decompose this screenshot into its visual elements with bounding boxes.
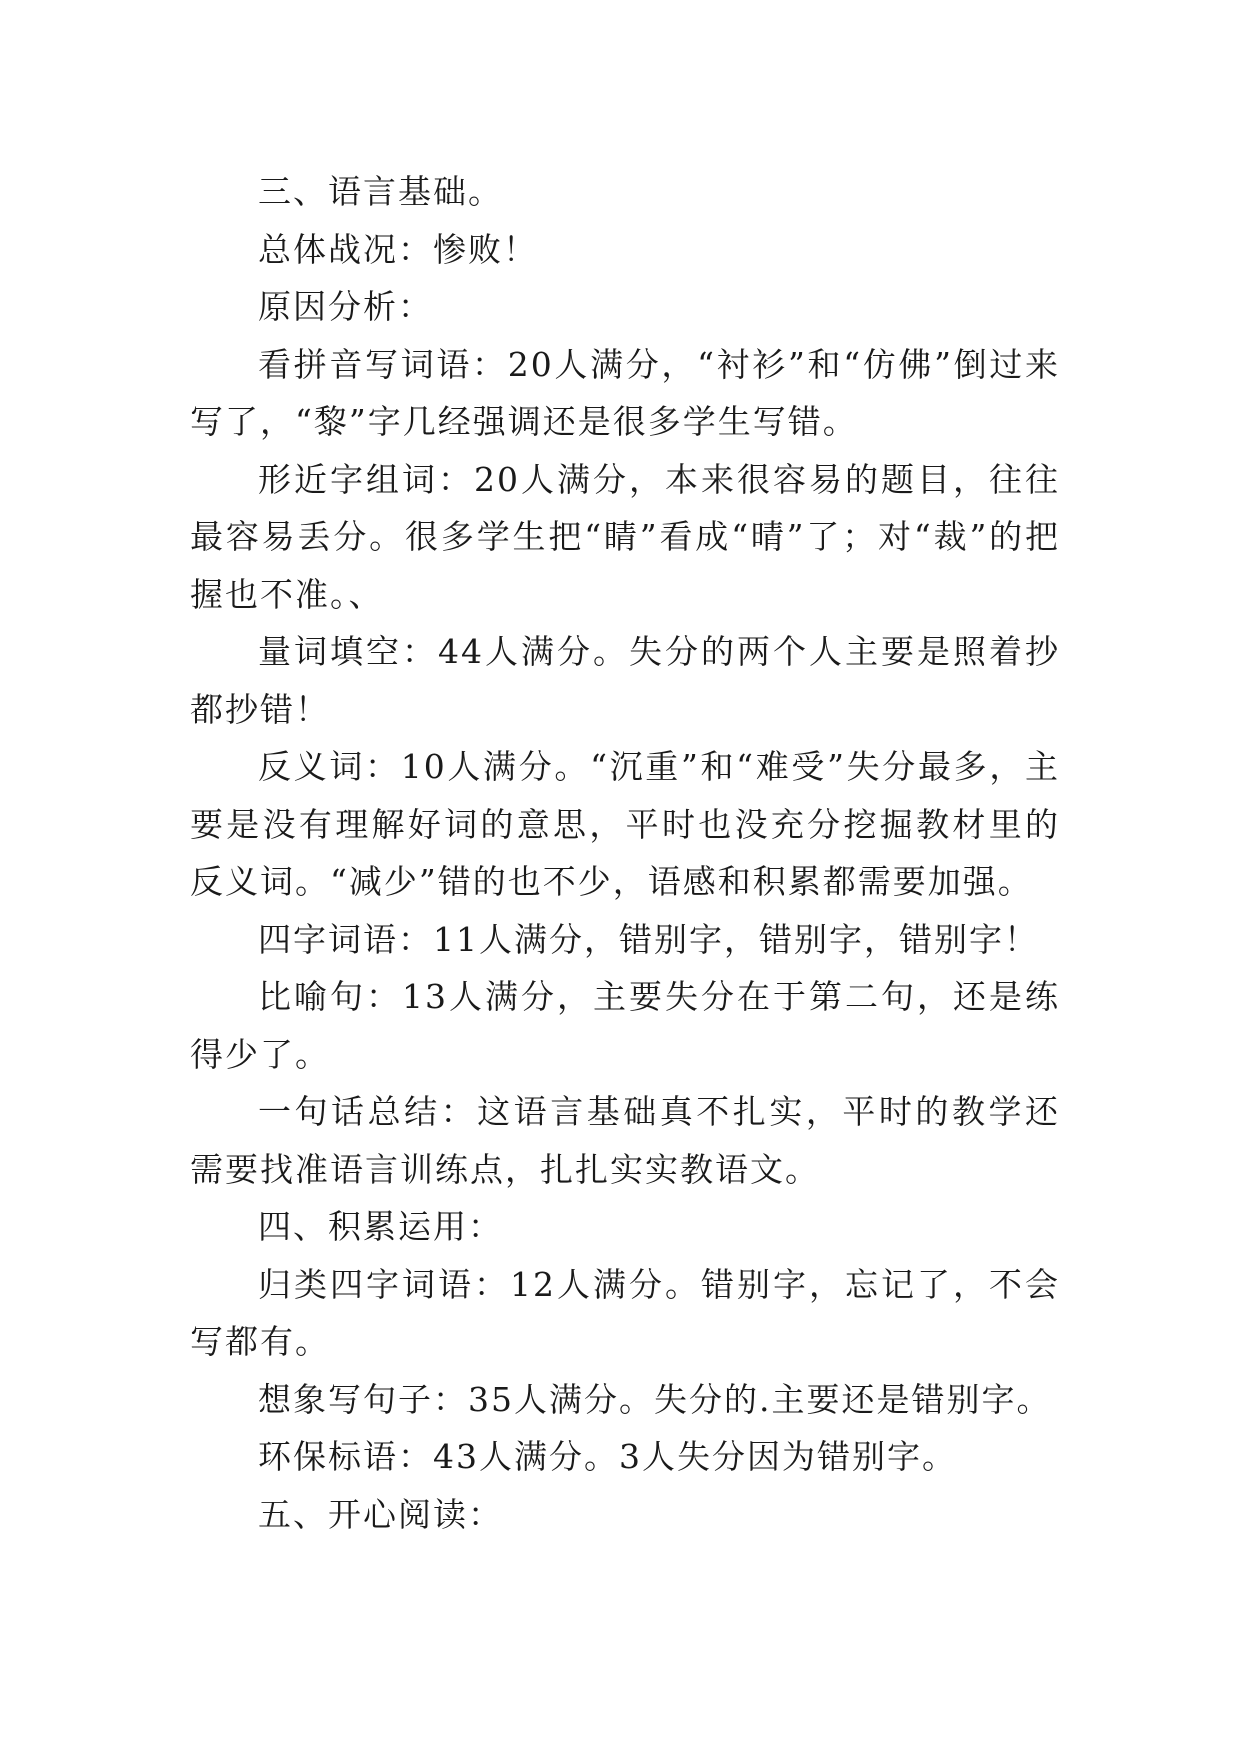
paragraph-summary: 一句话总结：这语言基础真不扎实，平时的教学还需要找准语言训练点，扎扎实实教语文。 — [190, 1092, 1060, 1189]
paragraph-metaphor-sentences: 比喻句：13人满分，主要失分在于第二句，还是练得少了。 — [190, 977, 1060, 1074]
paragraph-classify-words: 归类四字词语：12人满分。错别字，忘记了，不会写都有。 — [190, 1264, 1060, 1361]
section-heading-reading: 五、开心阅读： — [258, 1494, 503, 1534]
overall-result: 总体战况：惨败！ — [258, 229, 538, 269]
section-heading-language-basics: 三、语言基础。 — [258, 172, 503, 211]
paragraph-pinyin-words: 看拼音写词语：20人满分，“衬衫”和“仿佛”倒过来写了，“黎”字几经强调还是很多学生写错。 — [190, 344, 1060, 441]
paragraph-environment-slogan: 环保标语：43人满分。3人失分因为错别字。 — [258, 1437, 957, 1476]
paragraph-imagine-sentences: 想象写句子：35人满分。失分的.主要还是错别字。 — [258, 1379, 1052, 1419]
paragraph-similar-characters: 形近字组词：20人满分，本来很容易的题目，往往最容易丢分。很多学生把“睛”看成“晴”了；对“裁”的把握也不准。、 — [190, 459, 1060, 614]
paragraph-measure-words: 量词填空：44人满分。失分的两个人主要是照着抄都抄错！ — [190, 632, 1060, 729]
paragraph-four-character-words: 四字词语：11人满分，错别字，错别字，错别字！ — [258, 919, 1039, 959]
section-heading-accumulation: 四、积累运用： — [258, 1207, 503, 1246]
paragraph-antonyms: 反义词：10人满分。“沉重”和“难受”失分最多，主要是没有理解好词的意思，平时也没充分挖掘教材里的反义词。“减少”错的也不少，语感和积累都需要加强。 — [190, 747, 1060, 901]
document-body — [190, 163, 1060, 1543]
cause-analysis-heading: 原因分析： — [258, 287, 433, 326]
